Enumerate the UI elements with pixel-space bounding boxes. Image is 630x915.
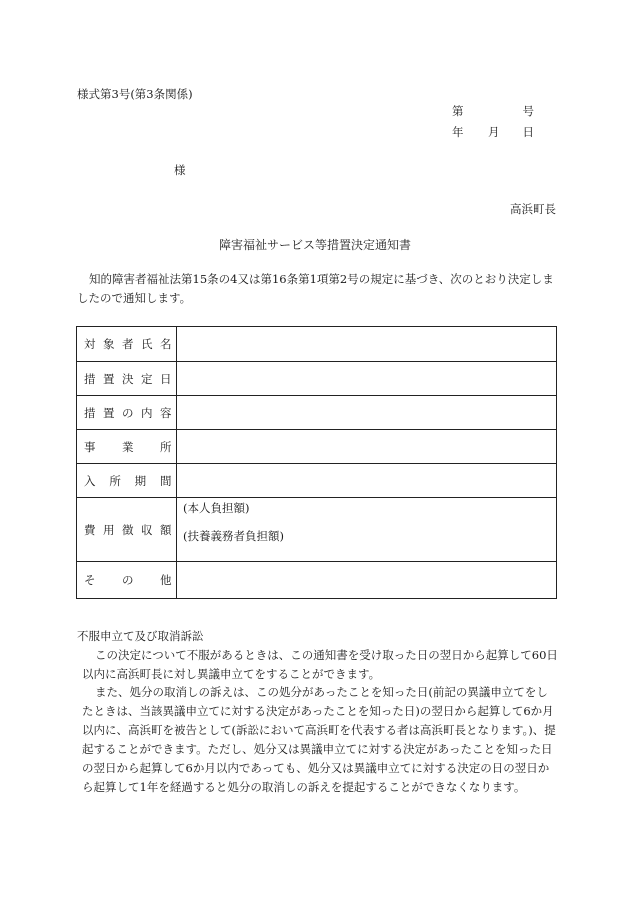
- table-row: [77, 464, 557, 498]
- intro-paragraph: 知的障害者福祉法第15条の4又は第16条第1項第2号の規定に基づき、次のとおり決定しましたので通知します。: [77, 272, 554, 305]
- row-label: 費用徴収額: [77, 498, 177, 562]
- row-value: [177, 464, 557, 498]
- row-label: 対象者氏名: [77, 327, 177, 362]
- row-value: [177, 562, 557, 599]
- row-label: その他: [77, 562, 177, 599]
- row-value: [177, 362, 557, 396]
- detail-table: [76, 326, 557, 599]
- document-title: 障害福祉サービス等措置決定通知書: [218, 238, 411, 252]
- date-day: 日: [522, 125, 534, 139]
- document-number-suffix: 号: [522, 104, 534, 118]
- row-value: [177, 430, 557, 464]
- sender: 高浜町長: [510, 202, 556, 216]
- addressee: 様: [174, 163, 186, 177]
- row-value: [177, 396, 557, 430]
- table-row: [77, 562, 557, 599]
- appeal-paragraph-1: この決定について不服があるときは、この通知書を受け取った日の翌日から起算して60日以内に高浜町長に対し異議申立てをすることができます。: [82, 648, 558, 681]
- row-value: [177, 327, 557, 362]
- fee-self-label: (本人負担額): [183, 501, 250, 515]
- row-label: 入所期間: [77, 464, 177, 498]
- appeal-heading: 不服申立て及び取消訴訟: [77, 629, 204, 643]
- document-number-prefix: 第: [452, 104, 464, 118]
- date-year: 年: [452, 125, 464, 139]
- table-row: [77, 396, 557, 430]
- table-row: [77, 498, 557, 562]
- appeal-paragraph-2: また、処分の取消しの訴えは、この処分があったことを知った日(前記の異議申立てをしたときは、当該異議申立てに対する決定があったことを知った日)の翌日から起算して6か月以内に、高浜町を被告として(訴訟において高浜町を代表する者は高浜町長となります。)、提起することができます。ただし、処分又は異議申立てに対する決定があったことを知った日の翌日から起算して6か月以内であっても、処分又は異議申立てに対する決定の日の翌日から起算して1年を経過すると処分の取消しの訴えを提起することができなくなります。: [82, 685, 556, 794]
- row-label: 事業所: [77, 430, 177, 464]
- table-row: [77, 430, 557, 464]
- form-number: 様式第3号(第3条関係): [77, 87, 193, 101]
- row-value: [177, 498, 557, 562]
- table-row: [77, 327, 557, 362]
- date-month: 月: [488, 125, 500, 139]
- table-row: [77, 362, 557, 396]
- fee-guardian-label: (扶養義務者負担額): [183, 529, 284, 543]
- document-number: [452, 103, 534, 119]
- row-label: 措置決定日: [77, 362, 177, 396]
- row-label: 措置の内容: [77, 396, 177, 430]
